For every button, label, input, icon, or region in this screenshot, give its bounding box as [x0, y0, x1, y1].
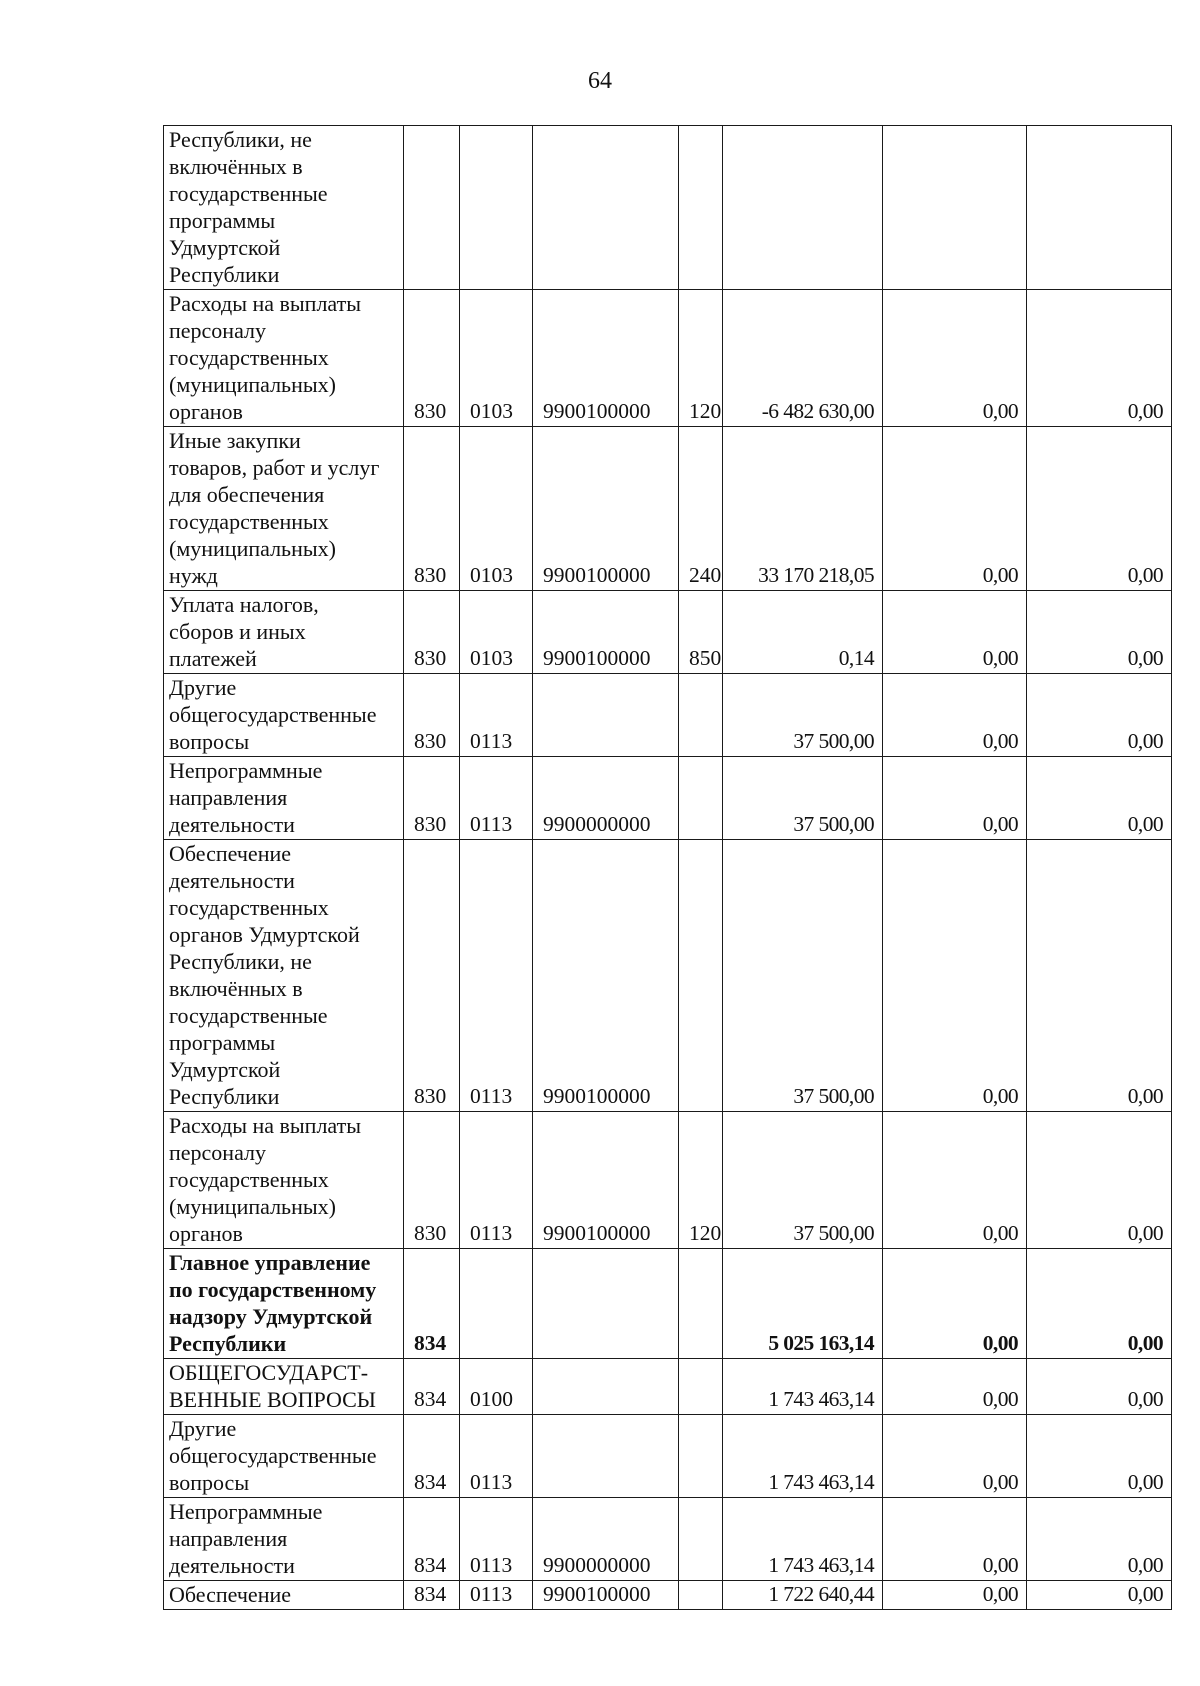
- cell-cs: 9900100000: [533, 591, 679, 674]
- cell-sum-3: 0,00: [1027, 427, 1172, 591]
- cell-vr: [679, 1249, 723, 1359]
- cell-cs: [533, 1415, 679, 1498]
- cell-sum-2: 0,00: [883, 1112, 1027, 1249]
- table-body: [164, 126, 1172, 1610]
- cell-name: Непрограммные направления деятельности: [164, 1498, 404, 1581]
- table-row: [164, 1581, 1172, 1610]
- cell-rz: [460, 126, 533, 290]
- cell-rz: 0103: [460, 290, 533, 427]
- cell-vr: [679, 840, 723, 1112]
- cell-rz: [460, 1249, 533, 1359]
- cell-sum-2: [883, 126, 1027, 290]
- cell-name: Обеспечение деятельности государственных органов Удмуртской Республики, не включённых в государственные программы Удмуртской Республики: [164, 840, 404, 1112]
- cell-sum-3: 0,00: [1027, 1415, 1172, 1498]
- cell-sum-3: 0,00: [1027, 757, 1172, 840]
- cell-sum-2: 0,00: [883, 1581, 1027, 1610]
- cell-sum-1: 37 500,00: [723, 840, 883, 1112]
- table-row: [164, 840, 1172, 1112]
- cell-ved: 834: [404, 1581, 460, 1610]
- table-row: [164, 757, 1172, 840]
- cell-rz: 0103: [460, 591, 533, 674]
- cell-vr: [679, 126, 723, 290]
- cell-sum-1: 5 025 163,14: [723, 1249, 883, 1359]
- table-row: [164, 1359, 1172, 1415]
- cell-name: Обеспечение: [164, 1581, 404, 1610]
- budget-table: [163, 125, 1172, 1610]
- cell-rz: 0113: [460, 1581, 533, 1610]
- cell-cs: 9900100000: [533, 290, 679, 427]
- cell-sum-2: 0,00: [883, 1249, 1027, 1359]
- table-row: [164, 1415, 1172, 1498]
- cell-name: Непрограммные направления деятельности: [164, 757, 404, 840]
- cell-sum-3: 0,00: [1027, 674, 1172, 757]
- cell-sum-3: 0,00: [1027, 1581, 1172, 1610]
- table-row: [164, 1498, 1172, 1581]
- cell-sum-2: 0,00: [883, 1359, 1027, 1415]
- cell-ved: 834: [404, 1249, 460, 1359]
- cell-cs: 9900100000: [533, 840, 679, 1112]
- cell-name: ОБЩЕГОСУДАРСТ- ВЕННЫЕ ВОПРОСЫ: [164, 1359, 404, 1415]
- cell-sum-2: 0,00: [883, 591, 1027, 674]
- cell-sum-2: 0,00: [883, 1498, 1027, 1581]
- cell-sum-1: 1 743 463,14: [723, 1498, 883, 1581]
- cell-sum-1: -6 482 630,00: [723, 290, 883, 427]
- cell-sum-1: 1 722 640,44: [723, 1581, 883, 1610]
- cell-cs: [533, 1249, 679, 1359]
- cell-sum-1: 33 170 218,05: [723, 427, 883, 591]
- cell-rz: 0103: [460, 427, 533, 591]
- table-row: [164, 1112, 1172, 1249]
- cell-ved: 830: [404, 427, 460, 591]
- table-row: [164, 674, 1172, 757]
- cell-sum-2: 0,00: [883, 840, 1027, 1112]
- cell-name: Расходы на выплаты персоналу государственных (муниципальных) органов: [164, 290, 404, 427]
- cell-rz: 0113: [460, 674, 533, 757]
- cell-sum-1: 1 743 463,14: [723, 1359, 883, 1415]
- cell-name: Республики, не включённых в государственные программы Удмуртской Республики: [164, 126, 404, 290]
- cell-ved: 834: [404, 1415, 460, 1498]
- cell-sum-3: 0,00: [1027, 290, 1172, 427]
- cell-name: Иные закупки товаров, работ и услуг для обеспечения государственных (муниципальных) нужд: [164, 427, 404, 591]
- cell-rz: 0113: [460, 1112, 533, 1249]
- cell-ved: 830: [404, 591, 460, 674]
- table-row: [164, 427, 1172, 591]
- cell-rz: 0113: [460, 840, 533, 1112]
- cell-rz: 0100: [460, 1359, 533, 1415]
- cell-vr: [679, 674, 723, 757]
- cell-rz: 0113: [460, 757, 533, 840]
- cell-sum-3: [1027, 126, 1172, 290]
- cell-sum-1: 37 500,00: [723, 1112, 883, 1249]
- table-row: [164, 1249, 1172, 1359]
- cell-sum-2: 0,00: [883, 674, 1027, 757]
- cell-sum-3: 0,00: [1027, 840, 1172, 1112]
- cell-sum-1: 1 743 463,14: [723, 1415, 883, 1498]
- table-row: [164, 290, 1172, 427]
- cell-ved: 834: [404, 1498, 460, 1581]
- cell-name: Другие общегосударственные вопросы: [164, 1415, 404, 1498]
- cell-cs: 9900000000: [533, 1498, 679, 1581]
- cell-ved: 830: [404, 290, 460, 427]
- cell-ved: 830: [404, 674, 460, 757]
- cell-sum-3: 0,00: [1027, 591, 1172, 674]
- cell-ved: 834: [404, 1359, 460, 1415]
- cell-vr: [679, 757, 723, 840]
- page-number: 64: [588, 68, 612, 94]
- cell-name: Главное управление по государственному надзору Удмуртской Республики: [164, 1249, 404, 1359]
- cell-sum-2: 0,00: [883, 427, 1027, 591]
- cell-sum-2: 0,00: [883, 1415, 1027, 1498]
- cell-ved: 830: [404, 757, 460, 840]
- cell-vr: [679, 1415, 723, 1498]
- cell-sum-3: 0,00: [1027, 1498, 1172, 1581]
- cell-cs: 9900100000: [533, 1581, 679, 1610]
- cell-rz: 0113: [460, 1498, 533, 1581]
- cell-sum-3: 0,00: [1027, 1112, 1172, 1249]
- cell-sum-2: 0,00: [883, 290, 1027, 427]
- cell-ved: [404, 126, 460, 290]
- cell-sum-3: 0,00: [1027, 1249, 1172, 1359]
- cell-vr: [679, 1498, 723, 1581]
- cell-rz: 0113: [460, 1415, 533, 1498]
- cell-sum-2: 0,00: [883, 757, 1027, 840]
- cell-cs: 9900100000: [533, 427, 679, 591]
- cell-name: Уплата налогов, сборов и иных платежей: [164, 591, 404, 674]
- cell-vr: [679, 1581, 723, 1610]
- cell-vr: 120: [679, 290, 723, 427]
- cell-sum-1: [723, 126, 883, 290]
- cell-cs: 9900100000: [533, 1112, 679, 1249]
- cell-cs: 9900000000: [533, 757, 679, 840]
- cell-ved: 830: [404, 840, 460, 1112]
- cell-vr: 240: [679, 427, 723, 591]
- table-row: [164, 591, 1172, 674]
- table-row: [164, 126, 1172, 290]
- cell-cs: [533, 126, 679, 290]
- cell-vr: [679, 1359, 723, 1415]
- cell-sum-1: 0,14: [723, 591, 883, 674]
- cell-sum-1: 37 500,00: [723, 674, 883, 757]
- cell-vr: 850: [679, 591, 723, 674]
- cell-sum-3: 0,00: [1027, 1359, 1172, 1415]
- cell-cs: [533, 674, 679, 757]
- cell-ved: 830: [404, 1112, 460, 1249]
- cell-name: Расходы на выплаты персоналу государственных (муниципальных) органов: [164, 1112, 404, 1249]
- cell-name: Другие общегосударственные вопросы: [164, 674, 404, 757]
- cell-sum-1: 37 500,00: [723, 757, 883, 840]
- cell-vr: 120: [679, 1112, 723, 1249]
- cell-cs: [533, 1359, 679, 1415]
